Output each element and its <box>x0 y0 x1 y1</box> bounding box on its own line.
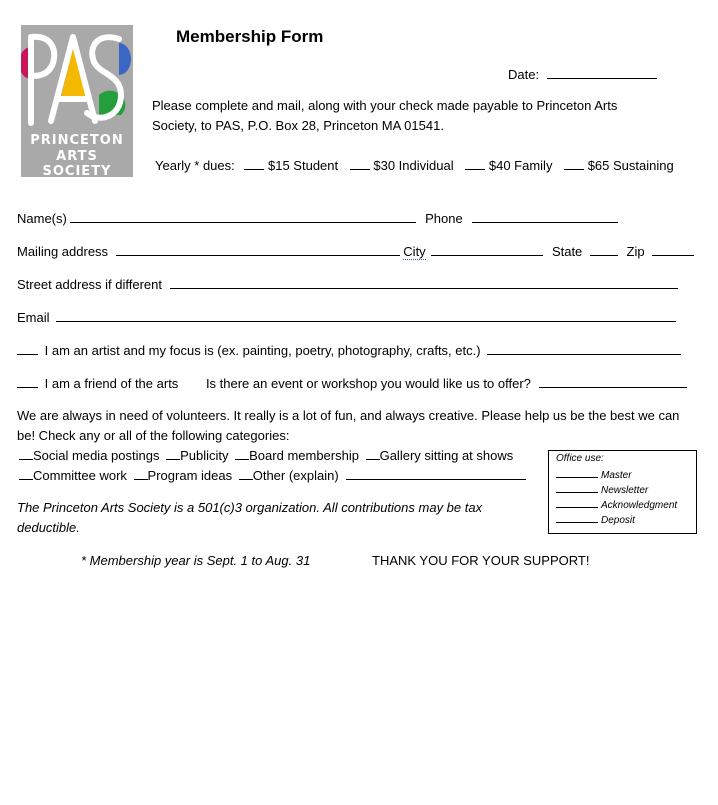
mailing-row <box>17 243 694 259</box>
mailing-field[interactable] <box>116 243 400 256</box>
office-item-deposit <box>556 513 635 526</box>
social-media-label: Social media postings <box>33 448 160 463</box>
date-label: Date: <box>508 67 540 82</box>
office-use-title: Office use: <box>556 453 604 464</box>
office-item-master <box>556 468 632 481</box>
categories-row-1 <box>19 447 513 463</box>
names-row <box>17 210 618 226</box>
gallery-sitting-label: Gallery sitting at shows <box>379 448 514 463</box>
friend-checkbox[interactable] <box>17 375 38 388</box>
categories-row-2 <box>19 467 526 483</box>
dues-family-label: $40 Family <box>488 158 553 173</box>
dues-sustaining-label: $65 Sustaining <box>587 158 674 173</box>
artist-label: I am an artist and my focus is (ex. painting, poetry, photography, crafts, etc.) <box>44 343 481 358</box>
email-field[interactable] <box>56 309 676 322</box>
publicity-checkbox[interactable] <box>166 447 180 460</box>
board-membership-label: Board membership <box>249 448 359 463</box>
nonprofit-line-1: The Princeton Arts Society is a 501(c)3 organization. All contributions may be tax <box>17 500 483 515</box>
logo-line-2: ARTS SOCIETY <box>42 149 112 179</box>
board-membership-checkbox[interactable] <box>235 447 249 460</box>
dues-student-label: $15 Student <box>268 158 339 173</box>
street-row <box>17 276 678 292</box>
phone-label: Phone <box>425 211 463 226</box>
zip-label: Zip <box>626 244 645 259</box>
office-deposit-field[interactable] <box>556 513 598 523</box>
artist-focus-field[interactable] <box>487 342 681 355</box>
mailing-label: Mailing address <box>17 244 109 259</box>
publicity-label: Publicity <box>180 448 229 463</box>
names-field[interactable] <box>70 210 416 223</box>
thank-you-note: THANK YOU FOR YOUR SUPPORT! <box>372 553 590 568</box>
volunteer-line-1: We are always in need of volunteers. It really is a lot of fun, and always creative. Please help us be the best we can <box>17 408 680 423</box>
program-ideas-label: Program ideas <box>147 468 233 483</box>
date-row <box>508 66 657 82</box>
city-field[interactable] <box>431 243 543 256</box>
logo-line-1: PRINCETON <box>30 133 124 148</box>
friend-label: I am a friend of the arts <box>44 376 179 391</box>
other-explain-field[interactable] <box>346 467 526 480</box>
office-use-box <box>548 450 697 534</box>
membership-year-note: * Membership year is Sept. 1 to Aug. 31 <box>81 553 311 568</box>
dues-row <box>155 157 674 173</box>
dues-family-checkbox[interactable] <box>465 157 485 170</box>
volunteer-line-2: be! Check any or all of the following categories: <box>17 428 290 443</box>
office-item-acknowledgment <box>556 498 677 511</box>
other-label: Other (explain) <box>252 468 339 483</box>
office-acknowledgment-field[interactable] <box>556 498 598 508</box>
committee-work-label: Committee work <box>33 468 127 483</box>
gallery-sitting-checkbox[interactable] <box>366 447 380 460</box>
intro-line-2: Society, to PAS, P.O. Box 28, Princeton MA 01541. <box>152 118 444 133</box>
city-label: City <box>403 244 426 259</box>
state-field[interactable] <box>590 243 618 256</box>
social-media-checkbox[interactable] <box>19 447 33 460</box>
pas-logo <box>21 25 133 177</box>
dues-individual-label: $30 Individual <box>373 158 454 173</box>
other-checkbox[interactable] <box>239 467 253 480</box>
state-label: State <box>551 244 583 259</box>
office-master-label: Master <box>601 470 632 481</box>
office-acknowledgment-label: Acknowledgment <box>601 500 678 511</box>
dues-individual-checkbox[interactable] <box>350 157 370 170</box>
artist-row <box>17 342 681 358</box>
office-deposit-label: Deposit <box>601 515 635 526</box>
date-field[interactable] <box>547 66 657 79</box>
event-question: Is there an event or workshop you would like us to offer? <box>205 376 531 391</box>
street-field[interactable] <box>170 276 678 289</box>
street-label: Street address if different <box>17 277 163 292</box>
intro-line-1: Please complete and mail, along with your check made payable to Princeton Arts <box>152 98 618 113</box>
office-newsletter-field[interactable] <box>556 483 598 493</box>
artist-checkbox[interactable] <box>17 342 38 355</box>
event-field[interactable] <box>539 375 687 388</box>
dues-student-checkbox[interactable] <box>244 157 264 170</box>
office-item-newsletter <box>556 483 648 496</box>
dues-label: Yearly * dues: <box>155 158 235 173</box>
email-label: Email <box>17 310 50 325</box>
phone-field[interactable] <box>472 210 618 223</box>
friend-row <box>17 375 687 391</box>
dues-sustaining-checkbox[interactable] <box>564 157 584 170</box>
office-newsletter-label: Newsletter <box>601 485 649 496</box>
program-ideas-checkbox[interactable] <box>134 467 148 480</box>
email-row <box>17 309 676 325</box>
names-label: Name(s) <box>17 211 67 226</box>
zip-field[interactable] <box>652 243 694 256</box>
form-title: Membership Form <box>176 27 324 46</box>
committee-work-checkbox[interactable] <box>19 467 33 480</box>
office-master-field[interactable] <box>556 468 598 478</box>
nonprofit-line-2: deductible. <box>17 520 80 535</box>
